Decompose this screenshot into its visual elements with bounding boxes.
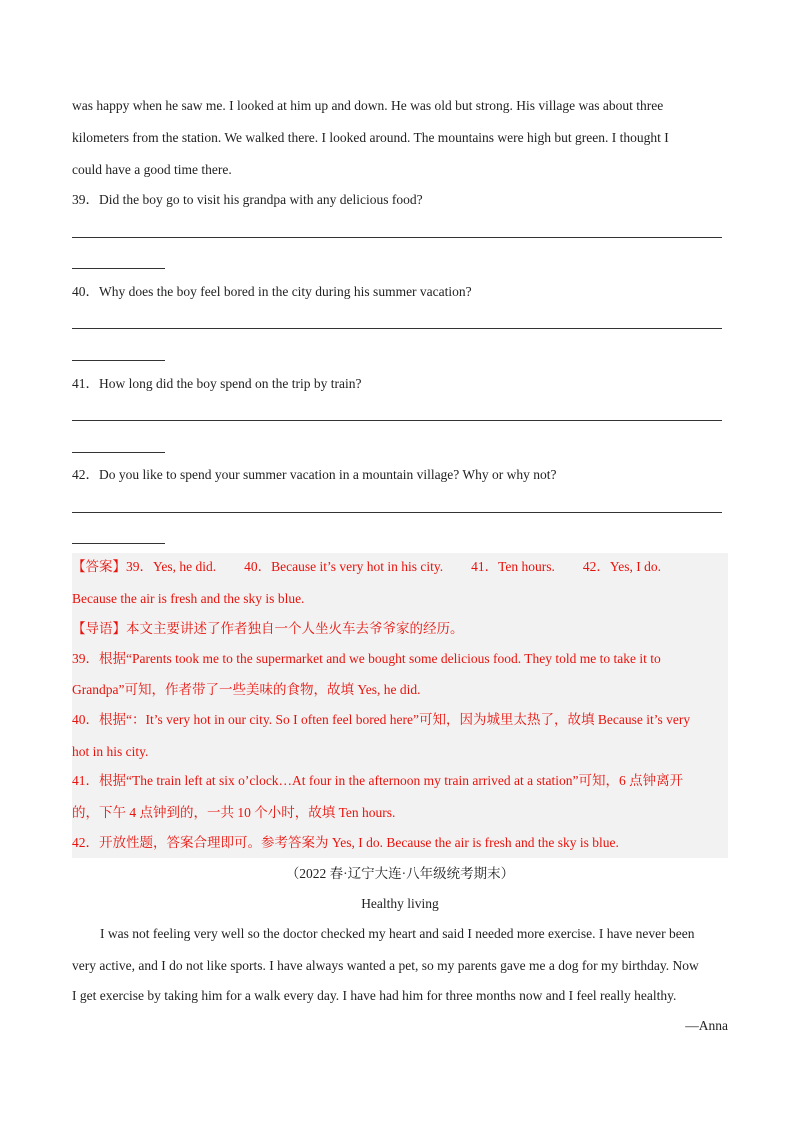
answer-prefix: 【答案】 [72,559,126,574]
answer-line-39-end [72,268,165,269]
answer-line-42 [72,512,722,513]
answer-line-41 [72,420,722,421]
paragraph-line-2: very active, and I do not like sports. I have always wanted a pet, so my parents gave me a dog for my birthday. Now [72,958,699,973]
answer-39: 39．Yes, he did. [126,559,217,574]
passage-line-1: was happy when he saw me. I looked at him up and down. He was old but strong. His village was about three [72,98,664,113]
explanation-line-7: 42．开放性题，答案合理即可。参考答案为 Yes, I do. Because the air is fresh and the sky is blue. [72,835,619,850]
answer-line-39 [72,237,722,238]
answer-line-42-end [72,543,165,544]
explanation-line-6: 的，下午 4 点钟到的，一共 10 个小时，故填 Ten hours. [72,805,396,820]
question-42: 42．Do you like to spend your summer vacation in a mountain village? Why or why not? [72,467,557,482]
answer-40: 40．Because it’s very hot in his city. [244,559,444,574]
answer-42: 42．Yes, I do. [582,559,662,574]
section-title: Healthy living [361,896,439,911]
answer-line-41-end [72,452,165,453]
answers-line [72,558,661,576]
passage-line-3: could have a good time there. [72,162,232,177]
signature: —Anna [685,1018,728,1033]
question-40: 40．Why does the boy feel bored in the city during his summer vacation? [72,284,472,299]
answer-line-40-end [72,360,165,361]
question-39: 39．Did the boy go to visit his grandpa with any delicious food? [72,192,423,207]
paragraph-line-3: I get exercise by taking him for a walk every day. I have had him for three months now and I feel really healthy. [72,988,677,1003]
guide-text: 【导语】本文主要讲述了作者独自一个人坐火车去爷爷家的经历。 [72,621,464,636]
explanation-line-1: 39．根据“Parents took me to the supermarket and we bought some delicious food. They told me to take it to [72,651,661,666]
question-41: 41．How long did the boy spend on the trip by train? [72,376,362,391]
explanation-line-3: 40．根据“：It’s very hot in our city. So I often feel bored here”可知，因为城里太热了，故填 Because it’s very [72,712,691,727]
answer-line-40 [72,328,722,329]
section-source: （2022 春·辽宁大连·八年级统考期末） [285,866,515,881]
answer-41: 41．Ten hours. [471,559,555,574]
explanation-line-2: Grandpa”可知，作者带了一些美味的食物，故填 Yes, he did. [72,682,421,697]
passage-line-2: kilometers from the station. We walked there. I looked around. The mountains were high but green. I thought I [72,130,669,145]
answers-line-2: Because the air is fresh and the sky is blue. [72,591,305,606]
explanation-line-4: hot in his city. [72,744,149,759]
explanation-line-5: 41．根据“The train left at six o’clock…At four in the afternoon my train arrived at a station”可知，6 点钟离开 [72,773,684,788]
paragraph-line-1: I was not feeling very well so the doctor checked my heart and said I needed more exercise. I have never been [100,926,695,941]
